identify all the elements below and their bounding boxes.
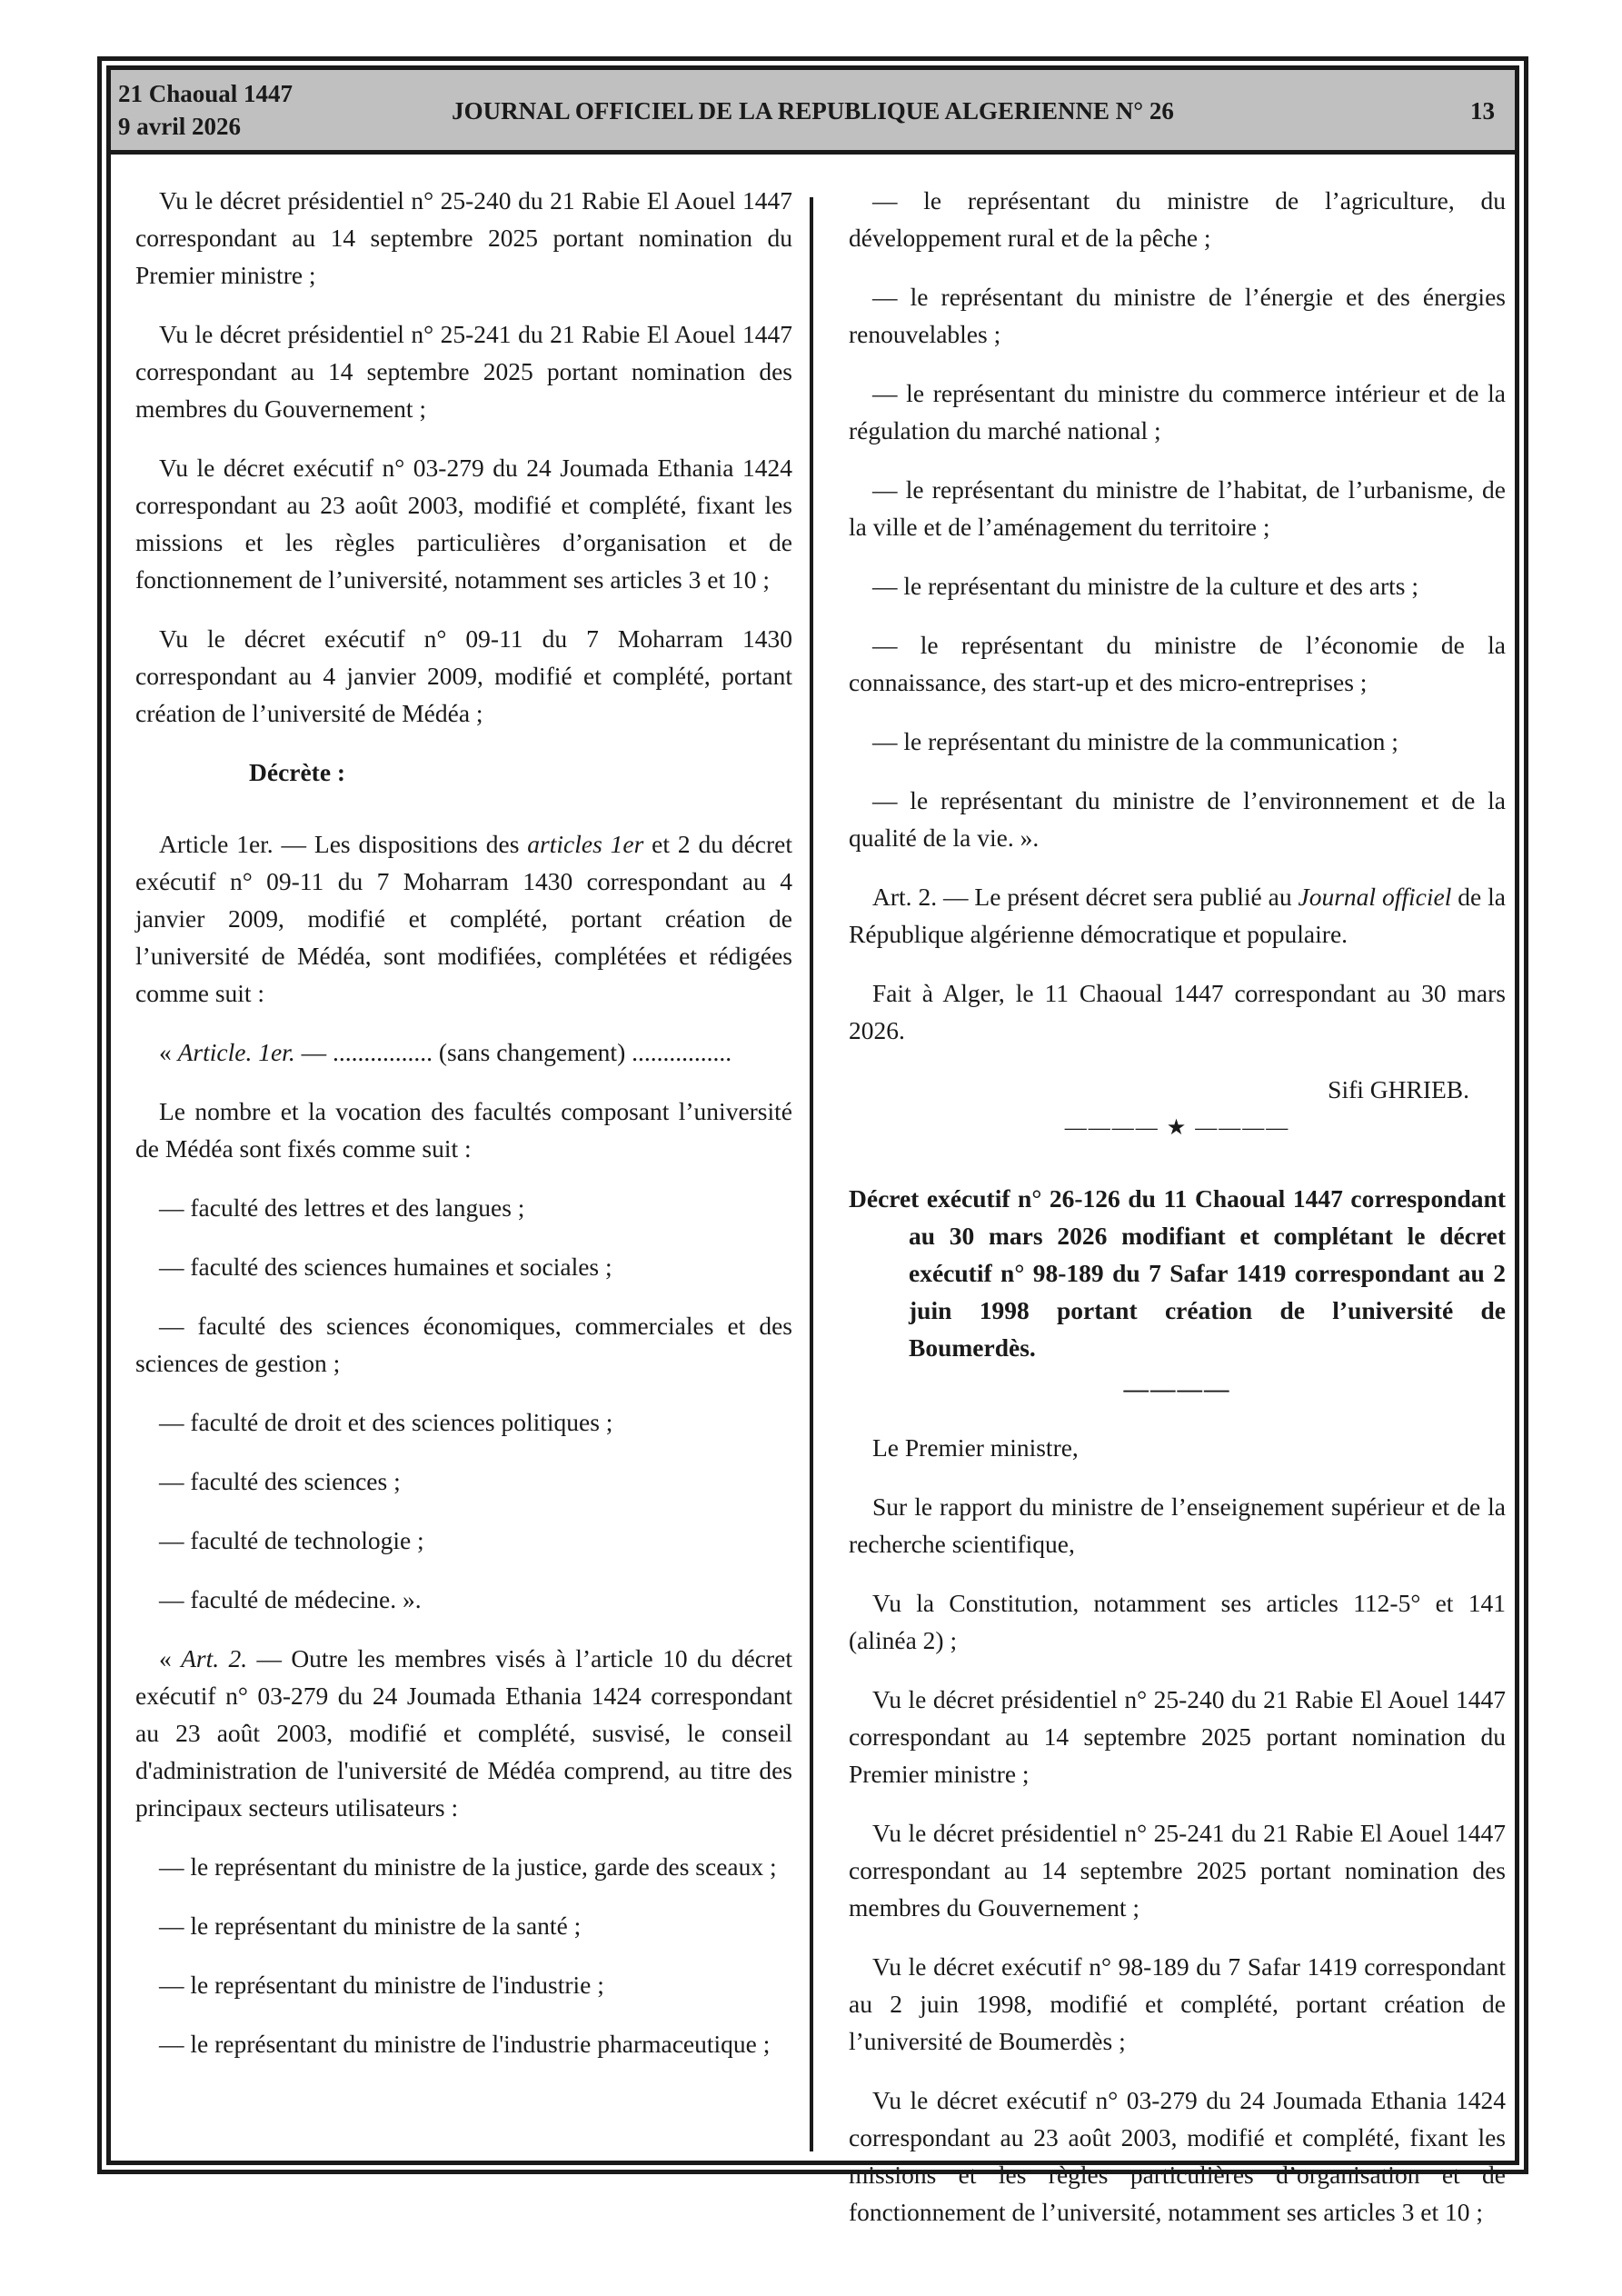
visa-paragraph: Vu le décret présidentiel n° 25-240 du 21 Rabie El Aouel 1447 correspondant au 14 septembre 2025 portant nomination du Premier ministre ; — [135, 186, 792, 289]
journal-title: JOURNAL OFFICIEL DE LA REPUBLIQUE ALGERIENNE N° 26 — [452, 97, 1174, 125]
faculty-item: — faculté de technologie ; — [159, 1526, 424, 1554]
representative-item: — le représentant du ministre de la santé ; — [159, 1912, 582, 1940]
text-run: « — [159, 1038, 178, 1066]
representative-item: — le représentant du ministre de la communication ; — [872, 727, 1398, 755]
signature: Sifi GHRIEB. — [1328, 1075, 1469, 1103]
hijri-date: 21 Chaoual 1447 — [118, 80, 294, 107]
page-frame — [97, 56, 1528, 2226]
gregorian-date: 9 avril 2026 — [118, 113, 241, 140]
italic-run: Article. 1er. — [177, 1038, 295, 1066]
representative-item: — le représentant du ministre de l’habitat, de l’urbanisme, de la ville et de l’aménagement du territoire ; — [849, 475, 1506, 541]
visa-paragraph: Vu le décret exécutif n° 98-189 du 7 Safar 1419 correspondant au 2 juin 1998, modifié et complété, portant création de l’université de Boumerdès ; — [849, 1952, 1506, 2055]
representative-item: — le représentant du ministre du commerce intérieur et de la régulation du marché national ; — [849, 379, 1506, 444]
visa-paragraph: Vu le décret présidentiel n° 25-240 du 21 Rabie El Aouel 1447 correspondant au 14 septembre 2025 portant nomination du Premier ministre ; — [849, 1685, 1506, 1788]
right-column — [849, 182, 1506, 2252]
faculties-intro: Le nombre et la vocation des facultés composant l’université de Médéa sont fixés comme suit : — [135, 1097, 792, 1163]
representative-item: — le représentant du ministre de l’environnement et de la qualité de la vie. ». — [849, 786, 1506, 852]
visa-paragraph: Vu le décret exécutif n° 03-279 du 24 Joumada Ethania 1424 correspondant au 23 août 2003, modifié et complété, fixant les missions et les règles particulières d’organisation et de fonctionnement de l’université, notamment ses articles 3 et 10 ; — [849, 2086, 1506, 2226]
representative-item: — le représentant du ministre de l'industrie pharmaceutique ; — [159, 2030, 771, 2058]
text-run: « — [159, 1644, 182, 1672]
text-run: — ................ (sans changement) ................ — [294, 1038, 732, 1066]
article-2-publication — [849, 878, 1506, 953]
italic-run: Art. 2. — [181, 1644, 248, 1672]
premier-ministre: Le Premier ministre, — [872, 1433, 1079, 1462]
faculty-item: — faculté de droit et des sciences politiques ; — [159, 1408, 613, 1436]
visa-paragraph: Vu le décret présidentiel n° 25-241 du 21 Rabie El Aouel 1447 correspondant au 14 septembre 2025 portant nomination des membres du Gouvernement ; — [849, 1819, 1506, 1922]
journal-header — [111, 70, 1515, 155]
text-run: Article 1er. — Les dispositions des — [159, 830, 528, 858]
decrete-heading: Décrète : — [249, 758, 346, 786]
representative-item: — le représentant du ministre de la culture et des arts ; — [872, 572, 1418, 600]
text-run: et 2 du décret exécutif n° 09-11 du 7 Moharram 1430 correspondant au 4 janvier 2009, modifié et complété, portant création de l’université de Médéa, sont modifiées, complétées et rédigées comme suit : — [135, 830, 793, 1007]
decree-title: Décret exécutif n° 26-126 du 11 Chaoual 1447 correspondant au 30 mars 2026 modifiant et complétant le décret exécutif n° 98-189 du 7 Safar 1419 correspondant au 2 juin 1998 portant création de l’université de Boumerdès. — [849, 1184, 1506, 1362]
visa-paragraph: Vu le décret exécutif n° 09-11 du 7 Moharram 1430 correspondant au 4 janvier 2009, modifié et complété, portant création de l’université de Médéa ; — [135, 624, 792, 727]
column-divider — [810, 197, 813, 2151]
faculty-item: — faculté des sciences ; — [159, 1467, 401, 1495]
left-column — [135, 182, 792, 2084]
text-run: Art. 2. — Le présent décret sera publié au — [872, 883, 1299, 911]
page-inner-frame — [106, 65, 1519, 2226]
italic-run: Journal officiel — [1298, 883, 1452, 911]
done-at: Fait à Alger, le 11 Chaoual 1447 correspondant au 30 mars 2026. — [849, 979, 1506, 1044]
representative-item: — le représentant du ministre de l’énergie et des énergies renouvelables ; — [849, 283, 1506, 348]
text-run: de la République algérienne démocratique et populaire. — [849, 883, 1506, 948]
faculty-item: — faculté des sciences humaines et sociales ; — [159, 1253, 612, 1281]
representative-item: — le représentant du ministre de l’agriculture, du développement rural et de la pêche ; — [849, 186, 1506, 252]
report-paragraph: Sur le rapport du ministre de l’enseignement supérieur et de la recherche scientifique, — [849, 1492, 1506, 1558]
visa-paragraph: Vu le décret exécutif n° 03-279 du 24 Joumada Ethania 1424 correspondant au 23 août 2003, modifié et complété, fixant les missions et les règles particulières d’organisation et de fonctionnement de l’université, notamment ses articles 3 et 10 ; — [135, 454, 792, 594]
article-1 — [135, 825, 792, 1012]
faculty-item: — faculté de médecine. ». — [159, 1585, 422, 1613]
text-run: — Outre les membres visés à l’article 10 du décret exécutif n° 03-279 du 24 Joumada Ethania 1424 correspondant au 23 août 2003, modifié et complété, susvisé, le conseil d'administration de l'université de Médéa comprend, au titre des principaux secteurs utilisateurs : — [135, 1644, 792, 1822]
visa-paragraph: Vu le décret présidentiel n° 25-241 du 21 Rabie El Aouel 1447 correspondant au 14 septembre 2025 portant nomination des membres du Gouvernement ; — [135, 320, 792, 423]
faculty-item: — faculté des sciences économiques, commerciales et des sciences de gestion ; — [135, 1312, 792, 1377]
star-separator-icon: ———— ★ ———— — [1064, 1116, 1290, 1140]
representative-item: — le représentant du ministre de la justice, garde des sceaux ; — [159, 1852, 777, 1881]
representative-item: — le représentant du ministre de l’économie de la connaissance, des start-up et des micro-entreprises ; — [849, 631, 1506, 696]
quoted-article — [135, 1033, 792, 1071]
faculty-item: — faculté des lettres et des langues ; — [159, 1193, 525, 1222]
constitution-paragraph: Vu la Constitution, notamment ses articles 112-5° et 141 (alinéa 2) ; — [849, 1589, 1506, 1654]
article-2-quoted — [135, 1640, 792, 1826]
italic-run: articles 1er — [527, 830, 644, 858]
dash-separator: ———— — [1123, 1374, 1231, 1403]
representative-item: — le représentant du ministre de l'industrie ; — [159, 1971, 604, 1999]
page-number: 13 — [1470, 97, 1495, 125]
